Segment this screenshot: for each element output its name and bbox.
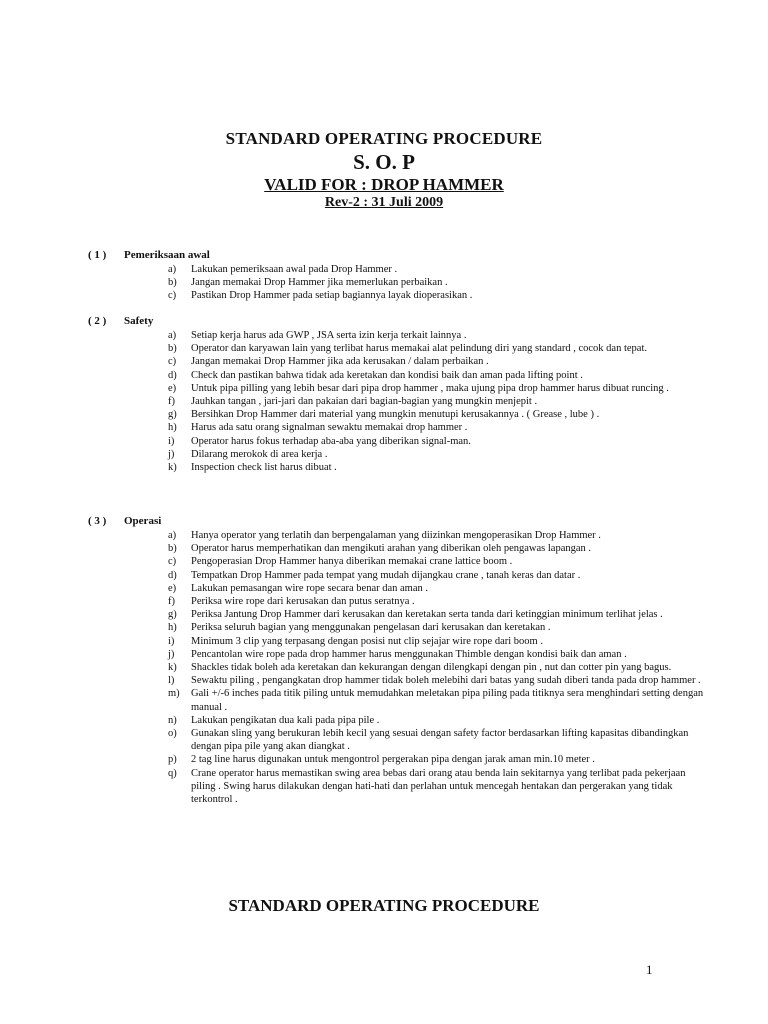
item-letter: a) — [168, 530, 177, 541]
list-item — [86, 263, 706, 276]
item-text: Jangan memakai Drop Hammer jika ada kerusakan / dalam perbaikan . — [191, 356, 489, 368]
list-item — [86, 276, 706, 289]
item-text: Lakukan pemeriksaan awal pada Drop Hammer . — [191, 264, 398, 275]
list-item — [86, 674, 706, 687]
item-letter: l) — [168, 675, 175, 687]
item-letter: a) — [168, 330, 177, 341]
item-letter: c) — [168, 290, 177, 302]
list-item — [86, 529, 706, 542]
list-item — [86, 395, 706, 408]
item-text: Sewaktu piling , pengangkatan drop hammer tidak boleh melebihi dari batas yang sudah diberi tanda pada drop hammer . — [191, 675, 701, 687]
item-text: Shackles tidak boleh ada keretakan dan kekurangan dengan dilengkapi dengan pin , nut dan cotter pin yang bagus. — [191, 662, 672, 674]
item-text: Periksa seluruh bagian yang menggunakan pengelasan dari kerusakan dan keretakan . — [191, 622, 551, 634]
item-text: Inspection check list harus dibuat . — [191, 462, 337, 474]
item-letter: m) — [168, 688, 180, 700]
list-item — [86, 421, 706, 434]
list-item — [86, 448, 706, 461]
item-text: Pencantolan wire rope pada drop hammer harus menggunakan Thimble dengan kondisi baik dan aman . — [191, 648, 627, 660]
item-letter: h) — [168, 422, 177, 434]
item-text: Harus ada satu orang signalman sewaktu memakai drop hammer . — [191, 422, 468, 434]
section-pemeriksaan-awal — [86, 249, 706, 303]
section-title: Pemeriksaan awal — [124, 249, 210, 261]
item-text: Hanya operator yang terlatih dan berpengalaman yang diizinkan mengoperasikan Drop Hammer . — [191, 530, 601, 541]
item-text: Lakukan pengikatan dua kali pada pipa pile . — [191, 714, 380, 726]
item-text: Periksa Jantung Drop Hammer dari kerusakan dan keretakan serta tanda dari ketinggian minimum terlihat jelas . — [191, 609, 663, 621]
item-letter: j) — [168, 648, 175, 660]
procedure-list — [86, 529, 706, 806]
list-item — [86, 355, 706, 368]
item-letter: b) — [168, 543, 177, 555]
document-title: STANDARD OPERATING PROCEDURE — [225, 129, 543, 148]
item-text: Jauhkan tangan , jari-jari dan pakaian dari bagian-bagian yang mungkin menjepit . — [191, 396, 538, 408]
section-heading — [86, 315, 706, 329]
list-item — [86, 555, 706, 568]
list-item — [86, 582, 706, 595]
section-operasi — [86, 515, 706, 806]
list-item — [86, 289, 706, 302]
item-text: Periksa wire rope dari kerusakan dan putus seratnya . — [191, 596, 415, 608]
valid-for-line — [0, 175, 768, 195]
list-item — [86, 648, 706, 661]
item-letter: j) — [168, 448, 175, 460]
list-item — [86, 767, 706, 807]
list-item — [86, 727, 706, 753]
list-item — [86, 714, 706, 727]
item-text: Lakukan pemasangan wire rope secara benar dan aman . — [191, 582, 429, 594]
list-item — [86, 435, 706, 448]
item-letter: b) — [168, 343, 177, 355]
item-letter: d) — [168, 369, 177, 381]
item-letter: o) — [168, 728, 177, 740]
list-item — [86, 661, 706, 674]
item-letter: e) — [168, 582, 177, 594]
item-letter: k) — [168, 662, 177, 674]
item-text: Untuk pipa pilling yang lebih besar dari pipa drop hammer , maka ujung pipa drop hammer harus dibuat runcing . — [191, 382, 669, 394]
section-title: Safety — [124, 315, 154, 327]
revision-text: Rev-2 : 31 Juli 2009 — [324, 195, 444, 210]
next-page-title: STANDARD OPERATING PROCEDURE — [228, 896, 540, 915]
item-text: Crane operator harus memastikan swing area bebas dari orang atau benda lain sekitarnya yang terlibat pada pekerjaan piling . Swing harus dilakukan dengan hati-hati dan perlahan untuk mencegah hentakan dan pergerakan yang tidak terkontrol . — [191, 767, 686, 806]
item-text: Check dan pastikan bahwa tidak ada keretakan dan kondisi baik dan aman pada lifting point . — [191, 369, 583, 381]
list-item — [86, 687, 706, 713]
list-item — [86, 608, 706, 621]
item-letter: e) — [168, 382, 177, 394]
item-text: Pengoperasian Drop Hammer hanya diberikan memakai crane lattice boom . — [191, 556, 513, 568]
procedure-list — [86, 263, 706, 303]
item-letter: i) — [168, 435, 175, 447]
item-text: Dilarang merokok di area kerja . — [191, 448, 328, 460]
list-item — [86, 621, 706, 634]
valid-for-text: VALID FOR : DROP HAMMER — [264, 175, 504, 194]
item-text: Operator dan karyawan lain yang terlibat harus memakai alat pelindung diri yang standard , cocok dan tepat. — [191, 343, 648, 355]
item-text: Operator harus fokus terhadap aba-aba yang diberikan signal-man. — [191, 435, 471, 447]
item-text: Jangan memakai Drop Hammer jika memerlukan perbaikan . — [191, 277, 448, 289]
item-letter: a) — [168, 264, 177, 275]
section-number: ( 3 ) — [88, 515, 107, 527]
procedure-list — [86, 329, 706, 474]
item-letter: c) — [168, 556, 177, 568]
section-number: ( 1 ) — [88, 249, 107, 261]
page-number: 1 — [646, 962, 653, 977]
item-letter: g) — [168, 609, 177, 621]
item-letter: q) — [168, 767, 177, 779]
item-letter: d) — [168, 569, 177, 581]
item-text: Tempatkan Drop Hammer pada tempat yang mudah dijangkau crane , tanah keras dan datar . — [191, 569, 581, 581]
item-text: Minimum 3 clip yang terpasang dengan posisi nut clip sejajar wire rope dari boom . — [191, 635, 543, 647]
list-item — [86, 408, 706, 421]
item-letter: f) — [168, 596, 175, 608]
list-item — [86, 753, 706, 766]
revision-line — [0, 195, 768, 211]
item-letter: c) — [168, 356, 177, 368]
item-text: Operator harus memperhatikan dan mengikuti arahan yang diberikan oleh pengawas lapangan . — [191, 543, 592, 555]
item-letter: k) — [168, 462, 177, 474]
item-letter: i) — [168, 635, 175, 647]
item-letter: n) — [168, 714, 177, 726]
item-letter: f) — [168, 396, 175, 408]
item-text: 2 tag line harus digunakan untuk mengontrol pergerakan pipa dengan jarak aman min.10 meter . — [191, 754, 595, 766]
list-item — [86, 369, 706, 382]
item-letter: h) — [168, 622, 177, 634]
item-letter: p) — [168, 754, 177, 766]
section-heading — [86, 249, 706, 263]
item-text: Gali +/-6 inches pada titik piling untuk memudahkan meletakan pipa piling pada titiknya sera menghindari setting dengan manual . — [191, 688, 704, 713]
item-text: Setiap kerja harus ada GWP , JSA serta izin kerja terkait lainnya . — [191, 330, 467, 341]
list-item — [86, 569, 706, 582]
list-item — [86, 595, 706, 608]
list-item — [86, 542, 706, 555]
section-title: Operasi — [124, 515, 162, 527]
section-safety — [86, 315, 706, 474]
list-item — [86, 342, 706, 355]
sop-abbreviation: S. O. P — [353, 150, 415, 174]
list-item — [86, 382, 706, 395]
list-item — [86, 635, 706, 648]
section-heading — [86, 515, 706, 529]
item-text: Pastikan Drop Hammer pada setiap bagiannya layak dioperasikan . — [191, 290, 473, 302]
section-number: ( 2 ) — [88, 315, 107, 327]
item-letter: b) — [168, 277, 177, 289]
item-text: Bersihkan Drop Hammer dari material yang mungkin menutupi kerusakannya . ( Grease , lube ) . — [191, 409, 600, 421]
item-text: Gunakan sling yang berukuran lebih kecil yang sesuai dengan safety factor berdasarkan lifting kapasitas dibandingkan dengan pipa pile yang akan diangkat . — [191, 728, 689, 753]
item-letter: g) — [168, 409, 177, 421]
list-item — [86, 461, 706, 474]
list-item — [86, 329, 706, 342]
